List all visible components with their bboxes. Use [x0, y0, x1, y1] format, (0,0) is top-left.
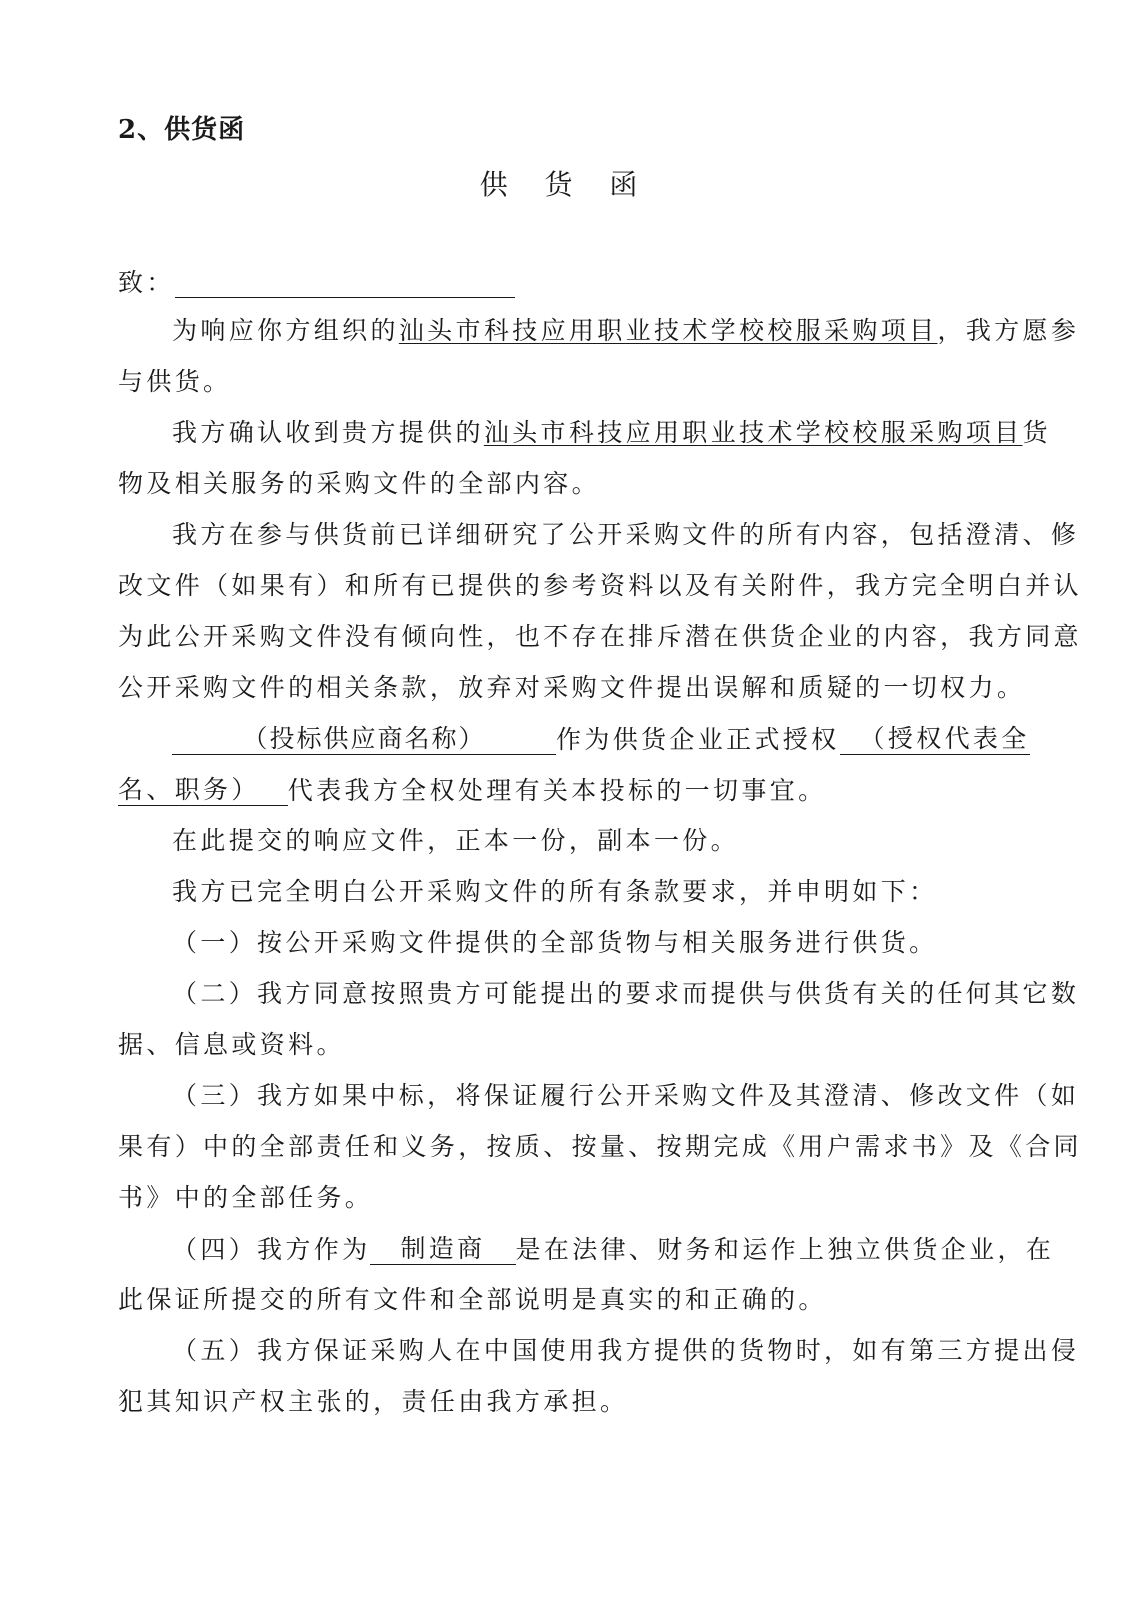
paragraph-1-line-2: 与供货。: [118, 367, 232, 396]
paragraph-3-line-1: 我方在参与供货前已详细研究了公开采购文件的所有内容，包括澄清、修: [172, 520, 1080, 549]
p4-after: 代表我方全权处理有关本投标的一切事宜。: [287, 776, 827, 805]
item-5-line-1: （五）我方保证采购人在中国使用我方提供的货物时，如有第三方提出侵: [172, 1336, 1080, 1365]
paragraph-2-line-1: [172, 418, 1051, 448]
item-5-line-2: 犯其知识产权主张的，责任由我方承担。: [118, 1387, 629, 1416]
paragraph-4-line-1: [172, 724, 1030, 755]
item-4-after: 是在法律、财务和运作上独立供货企业，在: [515, 1235, 1055, 1264]
paragraph-1-line-1: [172, 316, 1080, 346]
bidder-name-field[interactable]: [172, 724, 556, 755]
p2-before: 我方确认收到贵方提供的: [172, 418, 484, 447]
paragraph-3-line-3: 为此公开采购文件没有倾向性，也不存在排斥潜在供货企业的内容，我方同意: [118, 622, 1082, 651]
bidder-name-placeholder: （投标供应商名称）: [242, 724, 486, 753]
item-4-before: （四）我方作为: [172, 1235, 371, 1264]
paragraph-4-line-2: [118, 775, 998, 806]
representative-placeholder-1: （授权代表全: [859, 724, 1030, 753]
item-3-line-3: 书》中的全部任务。: [118, 1183, 374, 1212]
paragraph-3-line-4: 公开采购文件的相关条款，放弃对采购文件提出误解和质疑的一切权力。: [118, 673, 1026, 702]
representative-field-part-2[interactable]: [118, 775, 288, 806]
item-4-line-2: 此保证所提交的所有文件和全部说明是真实的和正确的。: [118, 1285, 827, 1314]
p1-after: ，我方愿参: [937, 316, 1080, 345]
item-3-line-2: 果有）中的全部责任和义务，按质、按量、按期完成《用户需求书》及《合同: [118, 1132, 1082, 1161]
project-name: 汕头市科技应用职业技术学校校服采购项目: [483, 418, 1023, 447]
recipient-label: 致：: [118, 268, 175, 297]
p4-middle: 作为供货企业正式授权: [556, 725, 840, 754]
recipient-line: [118, 267, 998, 298]
p1-before: 为响应你方组织的: [172, 316, 399, 345]
representative-field-part-1[interactable]: [840, 724, 1030, 755]
section-heading: 2、供货函: [118, 115, 246, 145]
recipient-blank[interactable]: [175, 267, 515, 298]
supplier-role-field[interactable]: [370, 1234, 515, 1265]
paragraph-5: 在此提交的响应文件，正本一份，副本一份。: [172, 826, 740, 855]
project-name: 汕头市科技应用职业技术学校校服采购项目: [398, 316, 938, 345]
document-title: 供 货 函: [479, 168, 652, 201]
item-4-line-1: [172, 1234, 1055, 1265]
paragraph-2-line-2: 物及相关服务的采购文件的全部内容。: [118, 469, 600, 498]
item-2-line-2: 据、信息或资料。: [118, 1030, 345, 1059]
item-1: （一）按公开采购文件提供的全部货物与相关服务进行供货。: [172, 928, 938, 957]
item-3-line-1: （三）我方如果中标，将保证履行公开采购文件及其澄清、修改文件（如: [172, 1081, 1080, 1110]
representative-placeholder-2: 名、职务）: [118, 775, 260, 804]
paragraph-3-line-2: 改文件（如果有）和所有已提供的参考资料以及有关附件，我方完全明白并认: [118, 571, 1082, 600]
item-2-line-1: （二）我方同意按照贵方可能提出的要求而提供与供货有关的任何其它数: [172, 979, 1080, 1008]
supplier-role-value: 制造商: [400, 1234, 486, 1263]
p2-after: 货: [1022, 418, 1051, 447]
paragraph-6: 我方已完全明白公开采购文件的所有条款要求，并申明如下：: [172, 877, 938, 906]
